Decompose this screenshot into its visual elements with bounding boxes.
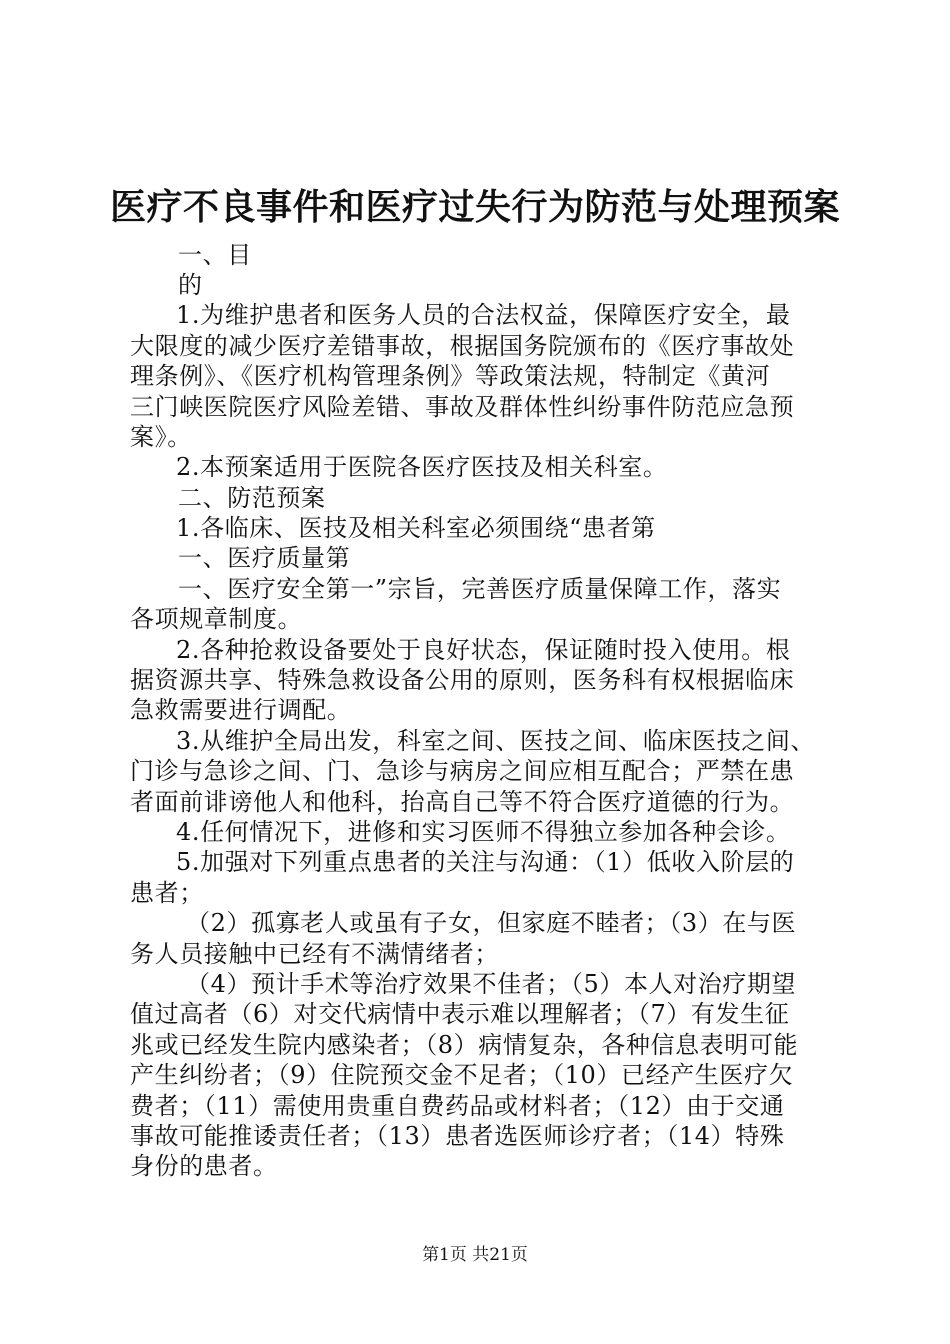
body-line: 2.本预案适用于医院各医疗医技及相关科室。 [176, 453, 668, 481]
body-line: 2.各种抢救设备要处于良好状态，保证随时投入使用。根 [176, 636, 791, 664]
body-line: 费者；（11）需使用贵重自费药品或材料者；（12）由于交通 [130, 1092, 785, 1120]
body-line: 急救需要进行调配。 [130, 696, 352, 724]
body-line: 一、目 [178, 241, 252, 269]
body-line: 三门峡医院医疗风险差错、事故及群体性纠纷事件防范应急预 [130, 393, 795, 421]
body-line: 二、防范预案 [178, 484, 326, 512]
body-line: 案》。 [130, 423, 192, 451]
body-line: 1.为维护患者和医务人员的合法权益，保障医疗安全，最 [176, 301, 791, 329]
body-line: 身份的患者。 [130, 1152, 278, 1180]
body-line: 据资源共享、特殊急救设备公用的原则，医务科有权根据临床 [130, 666, 795, 694]
body-line: 5.加强对下列重点患者的关注与沟通：（1）低收入阶层的 [176, 848, 795, 876]
body-line: 3.从维护全局出发，科室之间、医技之间、临床医技之间、 [176, 727, 816, 755]
body-line: （2）孤寡老人或虽有子女，但家庭不睦者；（3）在与医 [186, 909, 797, 937]
body-line: 4.任何情况下，进修和实习医师不得独立参加各种会诊。 [176, 818, 791, 846]
body-line: 事故可能推诿责任者；（13）患者选医师诊疗者；（14）特殊 [130, 1122, 785, 1150]
body-line: 一、医疗质量第 [178, 544, 351, 572]
body-line: 产生纠纷者；（9）住院预交金不足者；（10）已经产生医疗欠 [130, 1061, 794, 1089]
body-line: 一、医疗安全第一”宗旨，完善医疗质量保障工作，落实 [178, 575, 782, 603]
body-line: 理条例》、《医疗机构管理条例》等政策法规，特制定《黄河 [130, 362, 771, 390]
document-title: 医疗不良事件和医疗过失行为防范与处理预案 [109, 187, 840, 228]
page-footer: 第1页 共21页 [422, 1245, 528, 1265]
body-line: 患者； [130, 879, 204, 907]
body-line: 务人员接触中已经有不满情绪者； [130, 940, 499, 968]
body-line: 值过高者（6）对交代病情中表示难以理解者；（7）有发生征 [130, 1000, 790, 1028]
body-line: 的 [178, 271, 203, 299]
body-line: 者面前诽谤他人和他科，抬高自己等不符合医疗道德的行为。 [130, 788, 795, 816]
body-line: 大限度的减少医疗差错事故，根据国务院颁布的《医疗事故处 [130, 332, 795, 360]
body-line: 1.各临床、医技及相关科室必须围绕“患者第 [176, 514, 656, 542]
body-line: 各项规章制度。 [130, 605, 303, 633]
body-line: 门诊与急诊之间、门、急诊与病房之间应相互配合；严禁在患 [130, 757, 795, 785]
body-line: （4）预计手术等治疗效果不佳者；（5）本人对治疗期望 [186, 970, 797, 998]
body-line: 兆或已经发生院内感染者；（8）病情复杂，各种信息表明可能 [130, 1031, 799, 1059]
